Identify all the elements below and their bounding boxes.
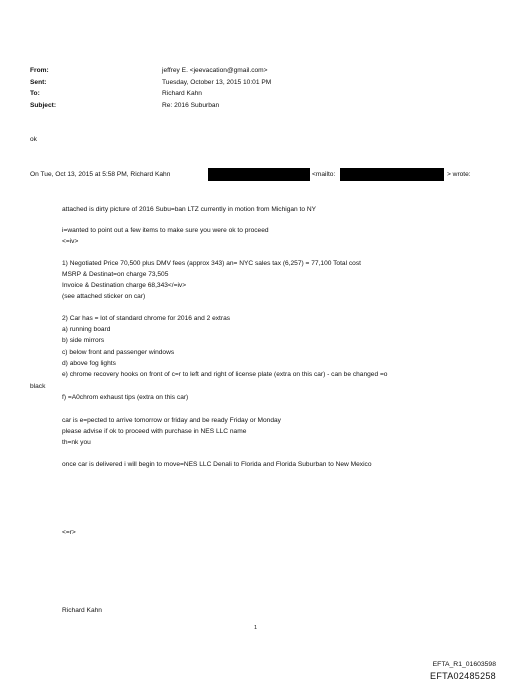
page-number: 1 [254,625,258,631]
body-line: f) =A0chrom exhaust tips (extra on this car) [62,394,189,401]
body-line: (see attached sticker on car) [62,293,146,300]
body-line: attached is dirty picture of 2016 Subu=ban LTZ currently in motion from Michigan to NY [62,206,317,213]
reply-text: ok [30,136,37,143]
body-line: a) running board [62,326,111,333]
subject-label: Subject: [30,102,57,109]
redaction-bar [208,168,310,181]
body-line: Invoice & Destination charge 68,343</=iv> [62,282,187,289]
body-line: once car is delivered i will begin to move=NES LLC Denali to Florida and Florida Suburban to New Mexico [62,461,372,468]
efta-id-large: EFTA02485258 [430,671,496,681]
body-line: c) below front and passenger windows [62,349,175,356]
body-line: black [30,383,46,390]
body-line: MSRP & Destinat=on charge 73,505 [62,271,169,278]
body-line: b) side mirrors [62,337,105,344]
redaction-bar [340,168,444,181]
to-label: To: [30,90,40,97]
to-value: Richard Kahn [162,90,202,97]
wrote-text: > wrote: [447,171,471,178]
efta-id-small: EFTA_R1_01603598 [432,661,496,668]
body-line: i=wanted to point out a few items to make sure you were ok to proceed [62,227,269,234]
body-line: e) chrome recovery hooks on front of c=r to left and right of license plate (extra on this car) - can be changed =o [62,371,388,378]
body-line: <=r> [62,529,76,536]
body-line: <=iv> [62,238,79,245]
signature-name: Richard Kahn [62,607,102,614]
sent-value: Tuesday, October 13, 2015 10:01 PM [162,79,272,86]
body-line: car is e=pected to arrive tomorrow or friday and be ready Friday or Monday [62,417,281,424]
body-line: 1) Negotiated Price 70,500 plus DMV fees (approx 343) an= NYC sales tax (6,257) = 77,100 Total cost [62,260,361,267]
body-line: d) above fog lights [62,360,116,367]
body-line: please advise if ok to proceed with purchase in NES LLC name [62,428,247,435]
quote-intro: On Tue, Oct 13, 2015 at 5:58 PM, Richard Kahn [30,171,171,178]
from-value: jeffrey E. <jeevacation@gmail.com> [162,67,268,74]
mailto-text: <mailto: [312,171,336,178]
subject-value: Re: 2016 Suburban [162,102,220,109]
body-line: th=nk you [62,439,91,446]
from-label: From: [30,67,49,74]
sent-label: Sent: [30,79,47,86]
body-line: 2) Car has = lot of standard chrome for 2016 and 2 extras [62,315,231,322]
